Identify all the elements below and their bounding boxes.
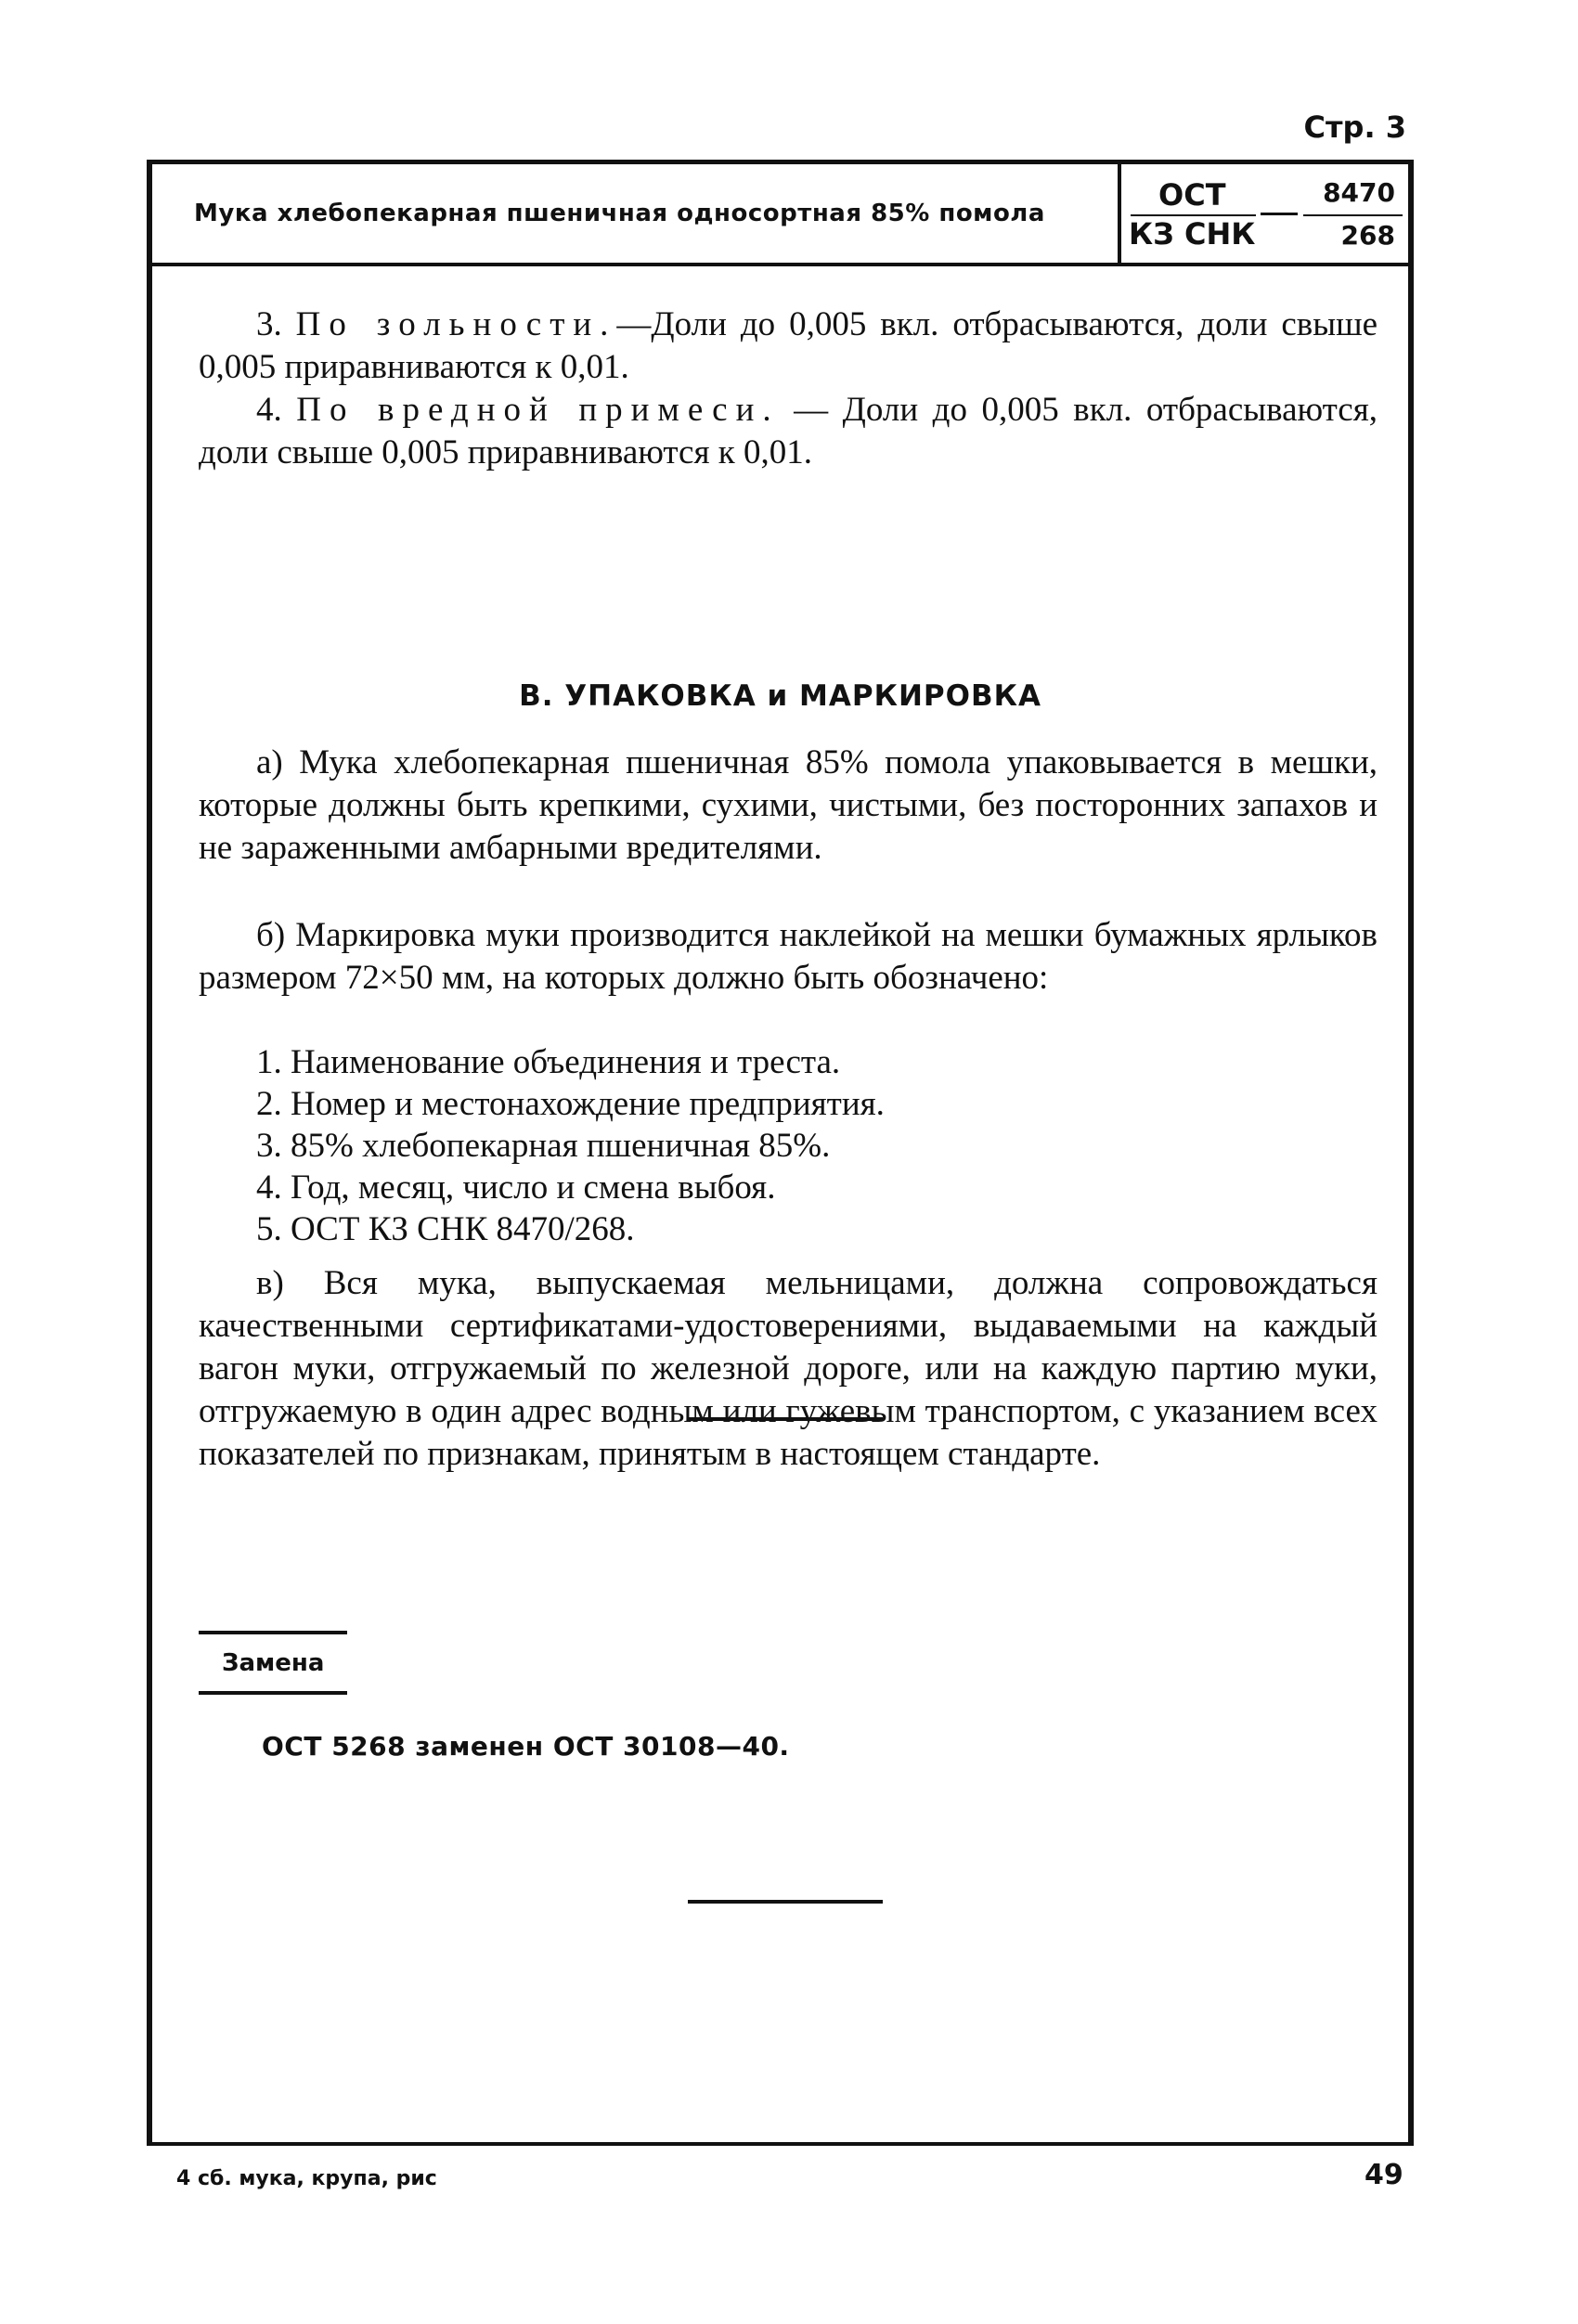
code-bottom: КЗ СНК bbox=[1129, 216, 1256, 252]
rule-item-4: 4. По вредной примеси. — Доли до 0,005 вкл. отбрасываются, доли свыше 0,005 приравниваются к 0,01. bbox=[199, 391, 1378, 471]
label-contents-list bbox=[256, 1041, 885, 1250]
page-label: Стр. 3 bbox=[1303, 110, 1406, 145]
paragraph-v: в) Вся мука, выпускаемая мельницами, должна сопровождаться качественными сертификатами-удостоверениями, выдаваемыми на каждый вагон муки, отгружаемый по железной дороге, или на каждую партию муки, отгружаемую в один адрес водным или гужевым транспортом, с указанием всех показателей по признакам, принятым в настоящем стандарте. bbox=[199, 1264, 1378, 1473]
list-item: 4. Год, месяц, число и смена выбоя. bbox=[256, 1168, 776, 1207]
replacement-label: Замена bbox=[222, 1649, 325, 1677]
list-item: 1. Наименование объединения и треста. bbox=[256, 1043, 841, 1081]
code-number-top: 8470 bbox=[1323, 177, 1395, 208]
list-item: 2. Номер и местонахождение предприятия. bbox=[256, 1085, 885, 1123]
replacement-rule-bottom bbox=[199, 1691, 347, 1695]
rule-item-3-heading: По зольности. bbox=[295, 305, 617, 343]
rule-item-3: 3. По зольности.—Доли до 0,005 вкл. отбрасываются, доли свыше 0,005 приравниваются к 0,01. bbox=[199, 305, 1378, 386]
end-rule bbox=[688, 1900, 883, 1904]
separator-rule bbox=[688, 1417, 883, 1421]
page-frame bbox=[147, 160, 1414, 2146]
code-dash bbox=[1261, 213, 1298, 215]
replacement-text: ОСТ 5268 заменен ОСТ 30108—40. bbox=[262, 1731, 790, 1762]
rounding-rules bbox=[199, 303, 1378, 474]
code-divider-right bbox=[1303, 214, 1403, 216]
replacement-rule-top bbox=[199, 1631, 347, 1634]
section-title: В. УПАКОВКА и МАРКИРОВКА bbox=[519, 679, 1041, 713]
rule-item-4-heading: По вредной примеси. bbox=[296, 391, 780, 429]
header-title: Мука хлебопекарная пшеничная односортная 85% помола bbox=[194, 200, 1045, 227]
footer-page-number: 49 bbox=[1365, 2159, 1403, 2191]
document-header bbox=[152, 164, 1408, 266]
list-item: 5. ОСТ КЗ СНК 8470/268. bbox=[256, 1210, 635, 1248]
paragraph-a: а) Мука хлебопекарная пшеничная 85% помола упаковывается в мешки, которые должны быть крепкими, сухими, чистыми, без посторонних запахов и не зараженными амбарными вредителями. bbox=[199, 743, 1378, 867]
list-item: 3. 85% хлебопекарная пшеничная 85%. bbox=[256, 1127, 831, 1165]
code-top: ОСТ bbox=[1158, 177, 1226, 213]
footer-collection: 4 сб. мука, крупа, рис bbox=[176, 2167, 437, 2190]
paragraph-b: б) Маркировка муки производится наклейкой на мешки бумажных ярлыков размером 72×50 мм, на которых должно быть обозначено: bbox=[199, 916, 1378, 997]
standard-code-box bbox=[1118, 164, 1408, 263]
code-number-bottom: 268 bbox=[1340, 220, 1395, 251]
